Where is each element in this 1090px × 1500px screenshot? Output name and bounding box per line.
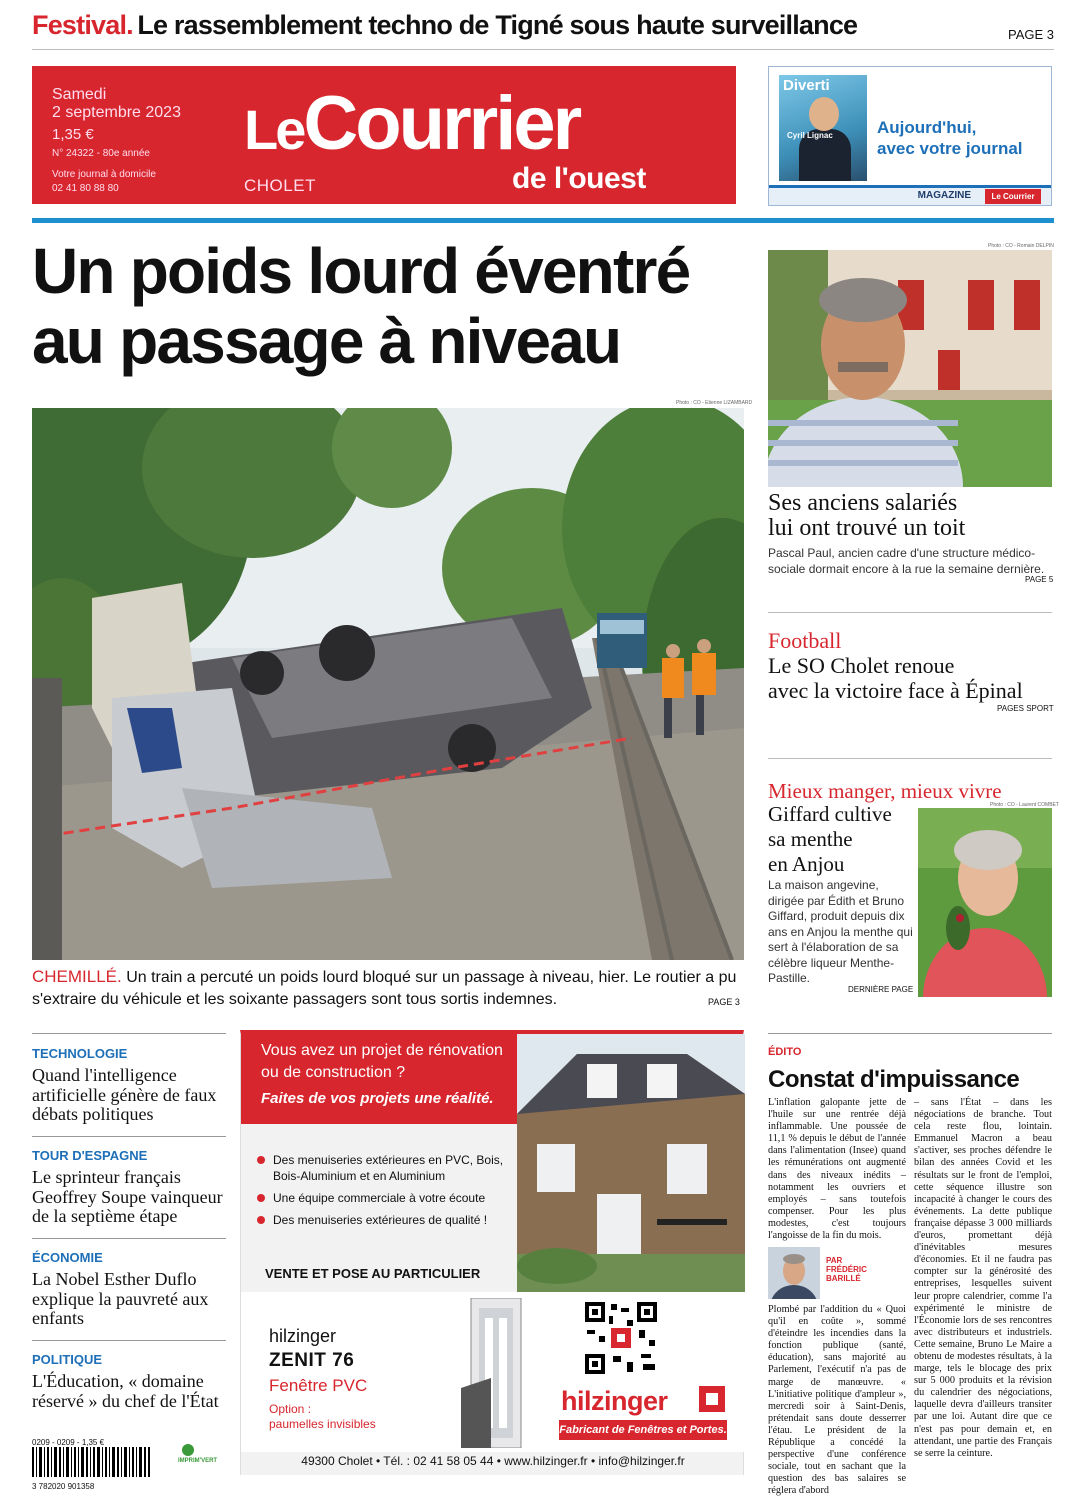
column-divider xyxy=(768,612,1052,613)
cover-title: Diverti xyxy=(783,77,830,94)
section-divider xyxy=(32,218,1054,223)
brief-kicker-economie: ÉCONOMIE xyxy=(32,1250,103,1265)
story1-page: PAGE 5 xyxy=(1025,575,1054,584)
brief-title-tour-espagne[interactable]: Le sprinteur français Geoffrey Soupe vainqueur de la septième étape xyxy=(32,1167,223,1226)
magazine-promo[interactable] xyxy=(768,66,1052,206)
brief-title-politique[interactable]: L'Éducation, « domaine réservé » du chef de l'État xyxy=(32,1371,219,1411)
promo-label: MAGAZINE xyxy=(917,190,971,201)
main-headline[interactable]: Un poids lourd éventré au passage à niveau xyxy=(32,235,690,377)
edito-divider xyxy=(768,1033,1052,1034)
edito-author: PAR FRÉDÉRIC BARILLÉ xyxy=(826,1256,867,1283)
ad-feature: Une équipe commerciale à votre écoute xyxy=(255,1190,521,1206)
story2-kicker: Football xyxy=(768,628,842,653)
ad-contact[interactable]: 49300 Cholet • Tél. : 02 41 58 05 44 • www.hilzinger.fr • info@hilzinger.fr xyxy=(301,1454,685,1468)
photo2-credit: Photo : CO - Laurent COMBET xyxy=(990,802,1059,808)
ad-feature-list xyxy=(255,1152,521,1234)
brief-kicker-tour-espagne: TOUR D'ESPAGNE xyxy=(32,1148,148,1163)
story3-title[interactable]: Giffard cultive sa menthe en Anjou xyxy=(768,802,892,876)
main-caption xyxy=(32,966,744,1011)
cover-face xyxy=(809,97,839,131)
column-divider xyxy=(768,758,1052,759)
story1-summary: Pascal Paul, ancien cadre d'une structure médico-sociale dormait encore à la rue la semaine dernière. xyxy=(768,546,1045,576)
story1-photo[interactable] xyxy=(768,250,1052,487)
masthead xyxy=(32,66,736,204)
barcode xyxy=(32,1438,228,1490)
ad-brand: hilzinger xyxy=(269,1326,337,1346)
story3-photo[interactable] xyxy=(918,808,1052,997)
ad-question: Vous avez un projet de rénovation ou de construction ? xyxy=(261,1042,503,1081)
edito-text-col1b: Plombé par l'addition du « Quoi qu'il en coûte », sommé d'éteindre les incendies dans la fonction publique (santé, éducation), sans majorité au Parlement, l'exécutif n'a pas de marge de manœuvre. « L'initiative politique d'ampleur », mercredi soir à Saint-Denis, prétendait sans doute desserrer l'étau. Le président de la République a concédé la perspective d'une conférence sociale, tout en sachant que la question des bas salaires se réglera d'abord xyxy=(768,1304,906,1497)
brief-kicker-technologie: TECHNOLOGIE xyxy=(32,1046,128,1061)
magazine-cover xyxy=(779,75,867,181)
barcode-number: 3 782020 901358 xyxy=(32,1482,95,1491)
edito-title[interactable]: Constat d'impuissance xyxy=(768,1066,1020,1093)
brief-divider xyxy=(32,1340,226,1341)
hilzinger-logo-icon xyxy=(699,1386,725,1412)
promo-bar xyxy=(769,185,1051,205)
qr-code-icon[interactable] xyxy=(583,1300,659,1376)
caption-page: PAGE 3 xyxy=(708,997,740,1007)
edition-city: CHOLET xyxy=(244,176,316,195)
barcode-bars xyxy=(32,1447,152,1477)
brief-divider xyxy=(32,1238,226,1239)
brief-title-economie[interactable]: La Nobel Esther Duflo explique la pauvreté aux enfants xyxy=(32,1269,209,1328)
edito-text-col1: L'inflation galopante jette de l'huile sur une rentrée déjà inflammable. Une poussée de 11,1 % depuis le début de l'année dans l'alimentation (Insee) quand les rémunérations ont augmenté dans des niveaux inédits – notamment les ouvriers et employés – sans toutefois compenser. Pour les plus modestes, c'est toujours l'angoisse de la fin du mois. xyxy=(768,1097,906,1242)
brief-kicker-politique: POLITIQUE xyxy=(32,1352,103,1367)
masthead-issue: N° 24322 - 80e année xyxy=(52,148,150,159)
promo-logo: Le Courrier xyxy=(985,189,1041,204)
window-profile-icon xyxy=(461,1298,541,1448)
logo-le: Le xyxy=(244,98,304,161)
top-banner-page: PAGE 3 xyxy=(1007,27,1054,42)
cover-name: Cyril Lignac xyxy=(787,131,833,140)
top-banner-kicker: Festival. xyxy=(32,10,133,40)
brief-divider xyxy=(32,1033,226,1034)
brief-title-technologie[interactable]: Quand l'intelligence artificielle génère de faux débats politiques xyxy=(32,1065,217,1124)
story1-title[interactable]: Ses anciens salariés lui ont trouvé un toit xyxy=(768,490,966,541)
masthead-home-delivery: Votre journal à domicile 02 41 80 88 80 xyxy=(52,169,156,194)
ad-banner: Fabricant de Fenêtres et Portes. xyxy=(559,1420,727,1440)
ad-feature: Des menuiseries extérieures en PVC, Bois, Bois-Aluminium et en Aluminium xyxy=(255,1152,521,1184)
caption-location: CHEMILLÉ. xyxy=(32,967,122,986)
edito-text-col2: – sans l'État – dans les négociations de branche. Tout cela reste flou, lointain. Emmanuel Macron a beau s'activer, ses proches défendre le bilan des années Covid et les résultats sur le front de l'emploi, cette séquence illustre son incapacité à changer le cours des événements. La dette publique française dépasse 3 000 milliards d'euros, promettant déjà d'inévitables mesures d'économies. Et il ne faudra pas compter sur la générosité des entreprises, lesquelles suivent leur propre calendrier, comme l'a expérimenté le ministre de l'Économie lors de ses rencontres avec distributeurs et industriels. Cette semaine, Bruno Le Maire a obtenu de modestes résultats, à la marge, tels le blocage des prix sur 5 000 produits et la révision du calendrier des négociations, laquelle devra d'ailleurs transiter par une loi. Autant dire que ce n'est pas pour demain et, en attendant, une partie des Français se serre la ceinture. xyxy=(914,1097,1052,1459)
story3-kicker: Mieux manger, mieux vivre xyxy=(768,779,1002,803)
logo-ouest: de l'ouest xyxy=(512,162,646,195)
ad-tagline: Faites de vos projets une réalité. xyxy=(261,1090,494,1107)
top-banner[interactable] xyxy=(32,10,1054,50)
barcode-code: 0209 - 0209 - 1,35 € xyxy=(32,1438,105,1447)
ad-logo: hilzinger xyxy=(561,1386,668,1416)
recycle-label: IMPRIM'VERT xyxy=(178,1458,218,1464)
story2-page: PAGES SPORT xyxy=(997,704,1054,713)
promo-text: Aujourd'hui, avec votre journal xyxy=(877,118,1023,158)
brief-divider xyxy=(32,1136,226,1137)
main-photo[interactable] xyxy=(32,408,744,960)
ad-model: ZENIT 76 xyxy=(269,1350,355,1371)
story3-summary: La maison angevine, dirigée par Édith et Bruno Giffard, produit depuis dix ans en Anjou la menthe qui sert à l'élaboration de sa célèbre liqueur Menthe-Pastille. xyxy=(768,878,913,985)
main-photo-credit: Photo : CO - Etienne LIZAMBARD xyxy=(676,400,753,406)
ad-product-type: Fenêtre PVC xyxy=(269,1376,368,1395)
logo-courrier: Courrier xyxy=(303,81,580,166)
hilzinger-ad[interactable] xyxy=(240,1030,744,1475)
masthead-price: 1,35 € xyxy=(52,126,94,143)
ad-vente: VENTE ET POSE AU PARTICULIER xyxy=(265,1266,481,1281)
masthead-date: Samedi 2 septembre 2023 xyxy=(52,86,181,121)
newspaper-logo[interactable] xyxy=(244,81,580,170)
author-avatar xyxy=(768,1247,820,1299)
recycle-icon xyxy=(182,1444,194,1456)
edito-kicker: ÉDITO xyxy=(768,1046,802,1058)
ad-house-photo xyxy=(517,1034,745,1292)
story2-title[interactable]: Le SO Cholet renoue avec la victoire face à Épinal xyxy=(768,653,1023,703)
ad-feature: Des menuiseries extérieures de qualité ! xyxy=(255,1212,521,1228)
ad-option: Option : paumelles invisibles xyxy=(269,1402,376,1431)
story3-page: DERNIÈRE PAGE xyxy=(848,985,914,994)
top-banner-title[interactable]: Le rassemblement techno de Tigné sous haute surveillance xyxy=(137,10,858,40)
caption-text: Un train a percuté un poids lourd bloqué sur un passage à niveau, hier. Le routier a pu s'extraire du véhicule et les soixante passagers sont tous sortis indemnes. xyxy=(32,969,737,1008)
photo1-credit: Photo : CO - Romain DELPIN xyxy=(988,243,1054,249)
